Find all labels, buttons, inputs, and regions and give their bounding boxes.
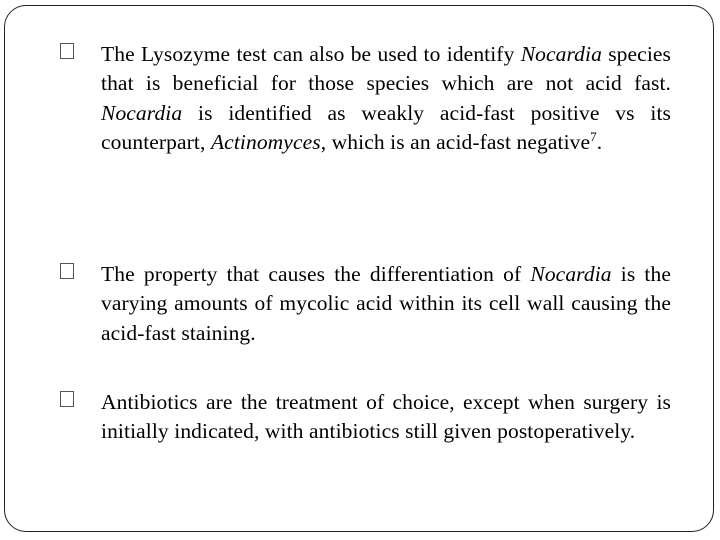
bullet-text: Antibiotics are the treatment of choice, except when surgery is initially indicated, with antibiotics still given postoperatively. <box>101 390 671 444</box>
bullet-item-differentiation <box>80 260 671 348</box>
square-bullet-icon <box>60 391 74 407</box>
citation-superscript: 7 <box>590 128 597 144</box>
bullet-text: The Lysozyme test can also be used to identify Nocardia species that is beneficial for those species which are not acid fast. Nocardia is identified as weakly acid-fast positive vs its counterpart, Actinomyces, which is an acid-fast negative$^7$. <box>101 42 671 154</box>
bullet-text: The property that causes the differentiation of Nocardia is the varying amounts of mycolic acid within its cell wall causing the acid-fast staining. <box>101 262 671 345</box>
bullet-item-lysozyme-test <box>80 40 671 157</box>
bullet-item-antibiotics <box>80 388 671 447</box>
square-bullet-icon <box>60 43 74 59</box>
square-bullet-icon <box>60 263 74 279</box>
